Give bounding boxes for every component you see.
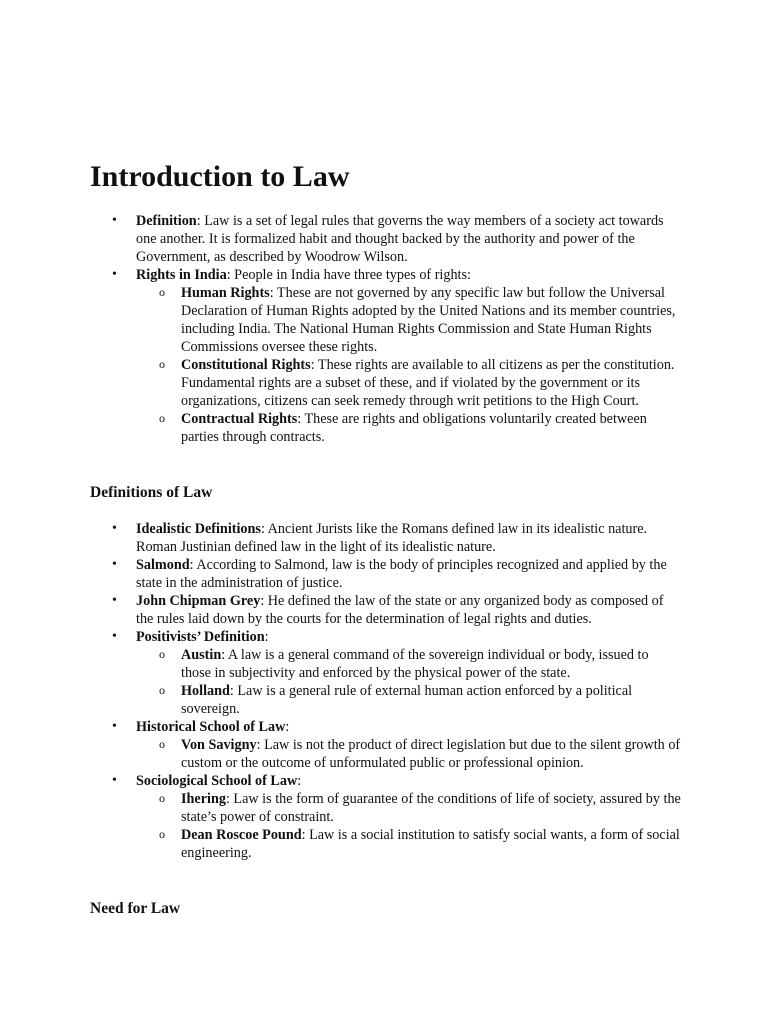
item-term: Holland <box>181 683 230 699</box>
list-item <box>112 266 682 446</box>
list-item <box>112 628 682 718</box>
sub-list <box>136 736 682 772</box>
item-text: : Law is not the product of direct legislation but due to the silent growth of custom or the outcome of unformulated public or professional opinion. <box>181 737 681 771</box>
list-item <box>112 718 682 772</box>
sub-list-item <box>136 826 682 862</box>
sub-list-item <box>136 410 682 446</box>
list-item <box>112 556 682 592</box>
item-text: : Law is a set of legal rules that governs the way members of a society act towards one another. It is formalized habit and thought backed by the authority and power of the Government, as described by Woodrow Wilson. <box>136 213 664 265</box>
item-text: : According to Salmond, law is the body of principles recognized and applied by the state in the administration of justice. <box>136 557 667 591</box>
sub-list-item <box>136 790 682 826</box>
definitions-list <box>112 520 682 862</box>
item-text: : <box>264 629 269 645</box>
item-term: Ihering <box>181 791 226 807</box>
sub-list <box>136 284 682 446</box>
item-term: Sociological School of Law <box>136 773 298 789</box>
item-text: : He defined the law of the state or any organized body as composed of the rules laid down by the courts for the determination of legal rights and duties. <box>136 593 664 627</box>
sub-list-item <box>136 682 682 718</box>
item-text: : Law is a social institution to satisfy social wants, a form of social engineering. <box>181 827 680 861</box>
item-term: Contractual Rights <box>181 411 298 427</box>
item-text: : People in India have three types of rights: <box>226 267 471 283</box>
need-heading: Need for Law <box>90 900 181 917</box>
item-text: : Law is a general rule of external human action enforced by a political sovereign. <box>181 683 633 717</box>
item-term: Salmond <box>136 557 190 573</box>
item-term: Austin <box>181 647 222 663</box>
definitions-heading: Definitions of Law <box>90 484 213 501</box>
item-text: : <box>297 773 302 789</box>
item-text: : Law is the form of guarantee of the conditions of life of society, assured by the state’s power of constraint. <box>181 791 681 825</box>
item-term: Constitutional Rights <box>181 357 311 373</box>
item-text: : These are not governed by any specific law but follow the Universal Declaration of Human Rights adopted by the United Nations and its member countries, including India. The National Human Rights Commission and State Human Rights Commissions oversee these rights. <box>181 285 676 355</box>
item-term: Dean Roscoe Pound <box>181 827 302 843</box>
sub-list-item <box>136 356 682 410</box>
item-text: : A law is a general command of the sovereign individual or body, issued to those in subjectivity and enforced by the physical power of the state. <box>181 647 649 681</box>
item-term: John Chipman Grey <box>136 593 261 609</box>
item-text: : Ancient Jurists like the Romans defined law in its idealistic nature. Roman Justinian defined law in the light of its idealistic nature. <box>136 521 648 555</box>
sub-list-item <box>136 284 682 356</box>
sub-list-item <box>136 646 682 682</box>
list-item <box>112 212 682 266</box>
item-term: Human Rights <box>181 285 270 301</box>
sub-list-item <box>136 736 682 772</box>
list-item <box>112 520 682 556</box>
list-item <box>112 592 682 628</box>
item-term: Historical School of Law <box>136 719 286 735</box>
sub-list <box>136 790 682 862</box>
item-text: : <box>285 719 290 735</box>
list-item <box>112 772 682 862</box>
intro-list <box>112 212 682 446</box>
page-title: Introduction to Law <box>90 160 350 193</box>
item-term: Rights in India <box>136 267 227 283</box>
item-term: Von Savigny <box>181 737 257 753</box>
item-term: Definition <box>136 213 197 229</box>
item-term: Idealistic Definitions <box>136 521 261 537</box>
sub-list <box>136 646 682 718</box>
item-text: : These rights are available to all citizens as per the constitution. Fundamental rights are a subset of these, and if violated by the government or its organizations, citizens can seek remedy through writ petitions to the High Court. <box>181 357 675 409</box>
item-term: Positivists’ Definition <box>136 629 265 645</box>
item-text: : These are rights and obligations voluntarily created between parties through contracts. <box>181 411 647 445</box>
